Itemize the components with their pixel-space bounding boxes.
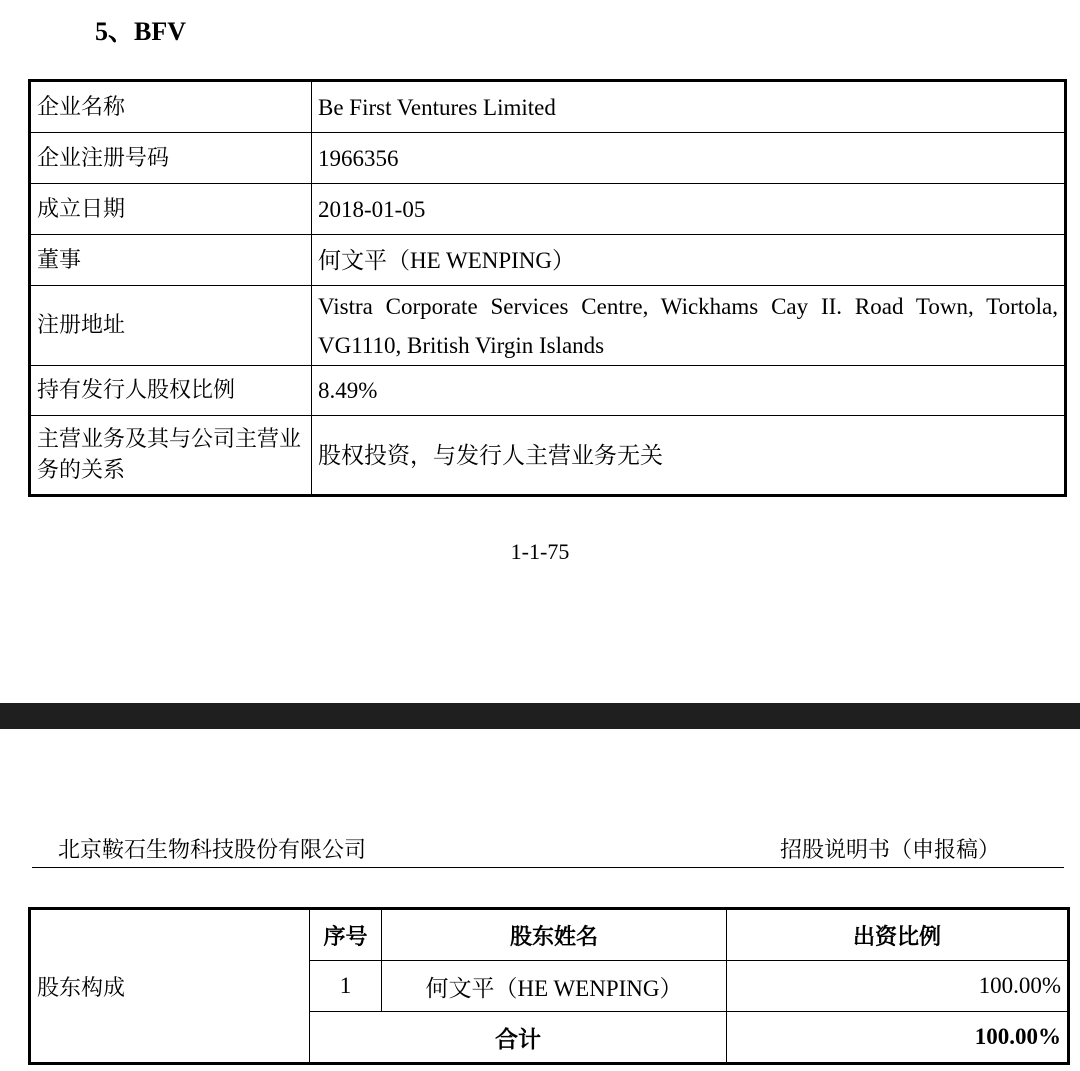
row-label: 企业名称 <box>30 81 312 133</box>
row-label: 主营业务及其与公司主营业务的关系 <box>30 416 312 496</box>
table-row <box>30 286 1066 366</box>
company-info-table <box>28 79 1067 497</box>
row-value: 2018-01-05 <box>312 184 1066 235</box>
column-header-ratio: 出资比例 <box>727 909 1069 961</box>
row-label: 注册地址 <box>30 286 312 366</box>
row-value: 8.49% <box>312 366 1066 416</box>
table-header-row <box>30 909 1069 961</box>
table-row <box>30 366 1066 416</box>
row-label: 董事 <box>30 235 312 286</box>
row-label: 成立日期 <box>30 184 312 235</box>
row-label: 持有发行人股权比例 <box>30 366 312 416</box>
column-header-name: 股东姓名 <box>382 909 727 961</box>
row-value: 股权投资，与发行人主营业务无关 <box>312 416 1066 496</box>
header-company-name: 北京鞍石生物科技股份有限公司 <box>58 838 367 863</box>
row-value: 何文平（HE WENPING） <box>312 235 1066 286</box>
shareholder-section-label: 股东构成 <box>30 909 310 1064</box>
shareholder-name: 何文平（HE WENPING） <box>382 961 727 1012</box>
header-rule <box>32 867 1064 868</box>
row-value: Vistra Corporate Services Centre, Wickhams Cay II. Road Town, Tortola, VG1110, British Virgin Islands <box>312 286 1066 366</box>
table-row <box>30 133 1066 184</box>
total-label: 合计 <box>310 1012 727 1064</box>
row-value: 1966356 <box>312 133 1066 184</box>
table-row <box>30 416 1066 496</box>
shareholder-ratio: 100.00% <box>727 961 1069 1012</box>
column-header-index: 序号 <box>310 909 382 961</box>
table-row <box>30 81 1066 133</box>
row-label: 企业注册号码 <box>30 133 312 184</box>
header-document-title: 招股说明书（申报稿） <box>780 838 1001 863</box>
row-value: Be First Ventures Limited <box>312 81 1066 133</box>
shareholder-table <box>28 907 1070 1065</box>
total-ratio: 100.00% <box>727 1012 1069 1064</box>
table-row <box>30 184 1066 235</box>
section-title: 5、BFV <box>95 17 187 46</box>
table-row <box>30 235 1066 286</box>
shareholder-index: 1 <box>310 961 382 1012</box>
page-number: 1-1-75 <box>510 539 570 564</box>
page-divider <box>0 703 1080 729</box>
